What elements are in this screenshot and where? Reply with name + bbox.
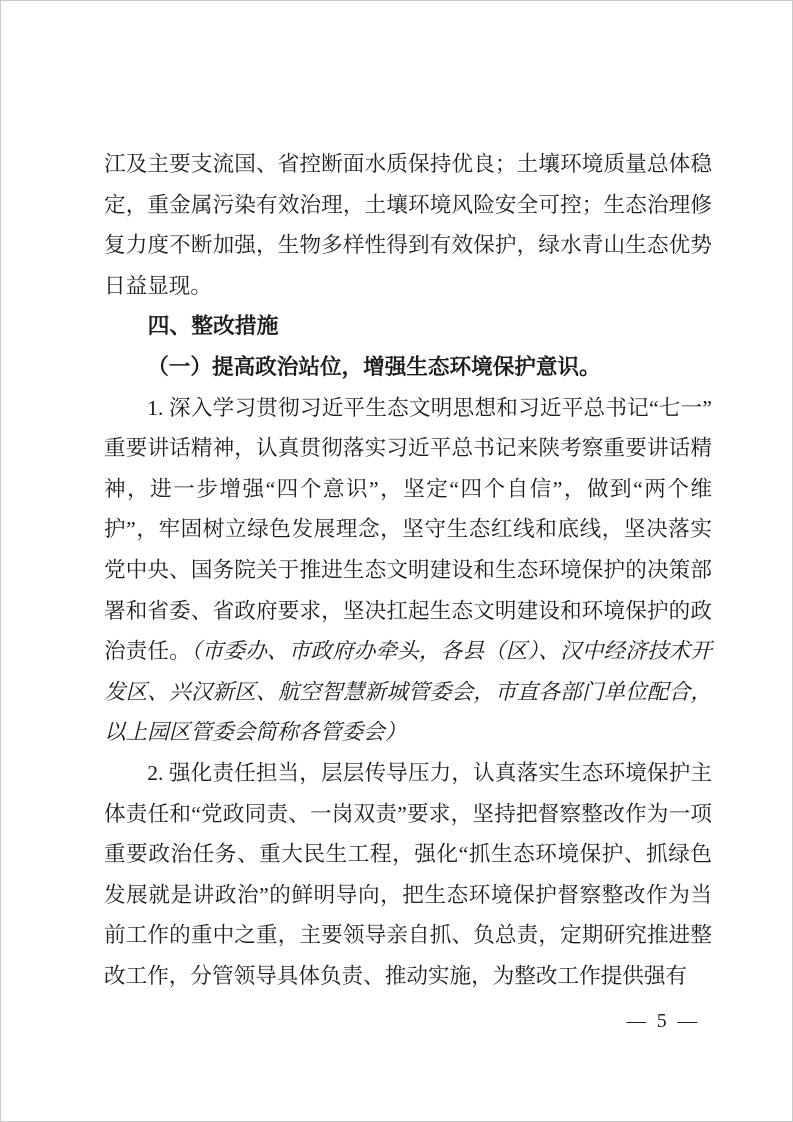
section-heading: 四、整改措施 (147, 313, 279, 339)
subsection-heading: （一）提高政治站位，增强生态环境保护意识。 (147, 354, 601, 379)
item-1-responsible-units: （市委办、市政府办牵头，各县（区）、汉中经济技术开发区、兴汉新区、航空智慧新城管委会，市直各部门单位配合，以上园区管委会简称各管委会） (104, 639, 712, 745)
document-body (104, 144, 712, 996)
page-number: — 5 — (626, 1011, 700, 1032)
list-item-1 (104, 388, 712, 753)
paragraph-continuation: 江及主要支流国、省控断面水质保持优良；土壤环境质量总体稳定，重金属污染有效治理，土壤环境风险安全可控；生态治理修复力度不断加强，生物多样性得到有效保护，绿水青山生态优势日益显现。 (104, 152, 712, 298)
list-item-2: 2. 强化责任担当，层层传导压力，认真落实生态环境保护主体责任和“党政同责、一岗双责”要求，坚持把督察整改作为一项重要政治任务、重大民生工程，强化“抓生态环境保护、抓绿色发展就是讲政治”的鲜明导向，把生态环境保护督察整改作为当前工作的重中之重，主要领导亲自抓、负总责，定期研究推进整改工作，分管领导具体负责、推动实施，为整改工作提供强有 (104, 760, 712, 988)
item-1-text: 1. 深入学习贯彻习近平生态文明思想和习近平总书记“七一”重要讲话精神，认真贯彻落实习近平总书记来陕考察重要讲话精神，进一步增强“四个意识”，坚定“四个自信”，做到“两个维护”，牢固树立绿色发展理念，坚守生态红线和底线，坚决落实党中央、国务院关于推进生态文明建设和生态环境保护的决策部署和省委、省政府要求，坚决扛起生态文明建设和环境保护的政治责任。 (104, 395, 712, 664)
